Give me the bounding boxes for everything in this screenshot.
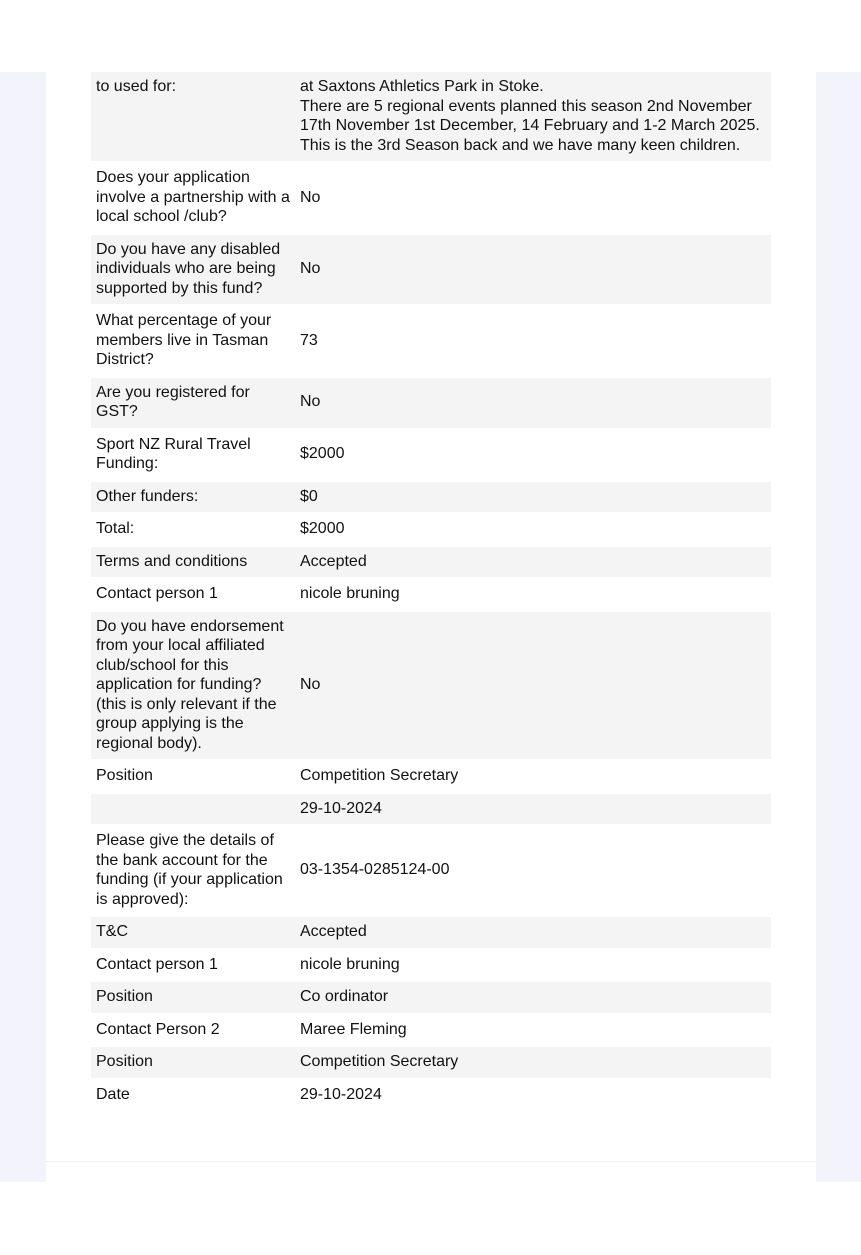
row-value: Competition Secretary — [295, 1047, 771, 1078]
row-label: to used for: — [91, 72, 295, 161]
row-value: nicole bruning — [295, 950, 771, 981]
table-row — [91, 306, 771, 376]
table-row — [91, 163, 771, 233]
table-row — [91, 547, 771, 578]
application-details-table — [91, 70, 771, 1112]
table-row — [91, 235, 771, 305]
table-row — [91, 917, 771, 948]
row-label: Total: — [91, 514, 295, 545]
table-row — [91, 950, 771, 981]
row-label: Contact person 1 — [91, 950, 295, 981]
row-label — [91, 794, 295, 825]
table-row — [91, 72, 771, 161]
row-value: 03-1354-0285124-00 — [295, 826, 771, 915]
row-label: Position — [91, 761, 295, 792]
row-label: Does your application involve a partnership with a local school /club? — [91, 163, 295, 233]
table-row — [91, 514, 771, 545]
row-value: No — [295, 235, 771, 305]
row-label: Please give the details of the bank account for the funding (if your application is approved): — [91, 826, 295, 915]
row-value: 29-10-2024 — [295, 794, 771, 825]
row-label: Sport NZ Rural Travel Funding: — [91, 430, 295, 480]
row-value: Competition Secretary — [295, 761, 771, 792]
table-row — [91, 579, 771, 610]
row-value: nicole bruning — [295, 579, 771, 610]
value-line: at Saxtons Athletics Park in Stoke. — [300, 78, 544, 95]
table-row — [91, 761, 771, 792]
row-value: Accepted — [295, 917, 771, 948]
table-row — [91, 982, 771, 1013]
row-label: Are you registered for GST? — [91, 378, 295, 428]
row-value: $0 — [295, 482, 771, 513]
page-bottom-divider — [46, 1161, 816, 1162]
table-row — [91, 612, 771, 760]
row-label: Other funders: — [91, 482, 295, 513]
value-line: There are 5 regional events planned this season 2nd November 17th November 1st December, 14 February and 1-2 March 2025. — [300, 97, 760, 134]
row-value: $2000 — [295, 514, 771, 545]
table-row — [91, 430, 771, 480]
table-row — [91, 826, 771, 915]
row-label: Do you have endorsement from your local affiliated club/school for this application for funding? (this is only relevant if the group applying is the regional body). — [91, 612, 295, 760]
page-margin-left — [0, 72, 46, 1182]
row-label: What percentage of your members live in Tasman District? — [91, 306, 295, 376]
application-details — [91, 72, 771, 1112]
row-value: Maree Fleming — [295, 1015, 771, 1046]
page-margin-right — [816, 72, 861, 1182]
table-row — [91, 1047, 771, 1078]
row-label: Contact Person 2 — [91, 1015, 295, 1046]
row-value: No — [295, 378, 771, 428]
table-row — [91, 1015, 771, 1046]
row-label: T&C — [91, 917, 295, 948]
table-row — [91, 1080, 771, 1111]
row-label: Position — [91, 1047, 295, 1078]
row-value: 29-10-2024 — [295, 1080, 771, 1111]
row-label: Do you have any disabled individuals who are being supported by this fund? — [91, 235, 295, 305]
row-label: Date — [91, 1080, 295, 1111]
table-row — [91, 794, 771, 825]
row-value: No — [295, 163, 771, 233]
row-value: $2000 — [295, 430, 771, 480]
table-row — [91, 482, 771, 513]
row-value: Accepted — [295, 547, 771, 578]
row-label: Terms and conditions — [91, 547, 295, 578]
row-value: 73 — [295, 306, 771, 376]
row-value: Co ordinator — [295, 982, 771, 1013]
row-value — [295, 72, 771, 161]
row-label: Position — [91, 982, 295, 1013]
table-row — [91, 378, 771, 428]
row-label: Contact person 1 — [91, 579, 295, 610]
row-value: No — [295, 612, 771, 760]
value-line: This is the 3rd Season back and we have many keen children. — [300, 136, 741, 154]
